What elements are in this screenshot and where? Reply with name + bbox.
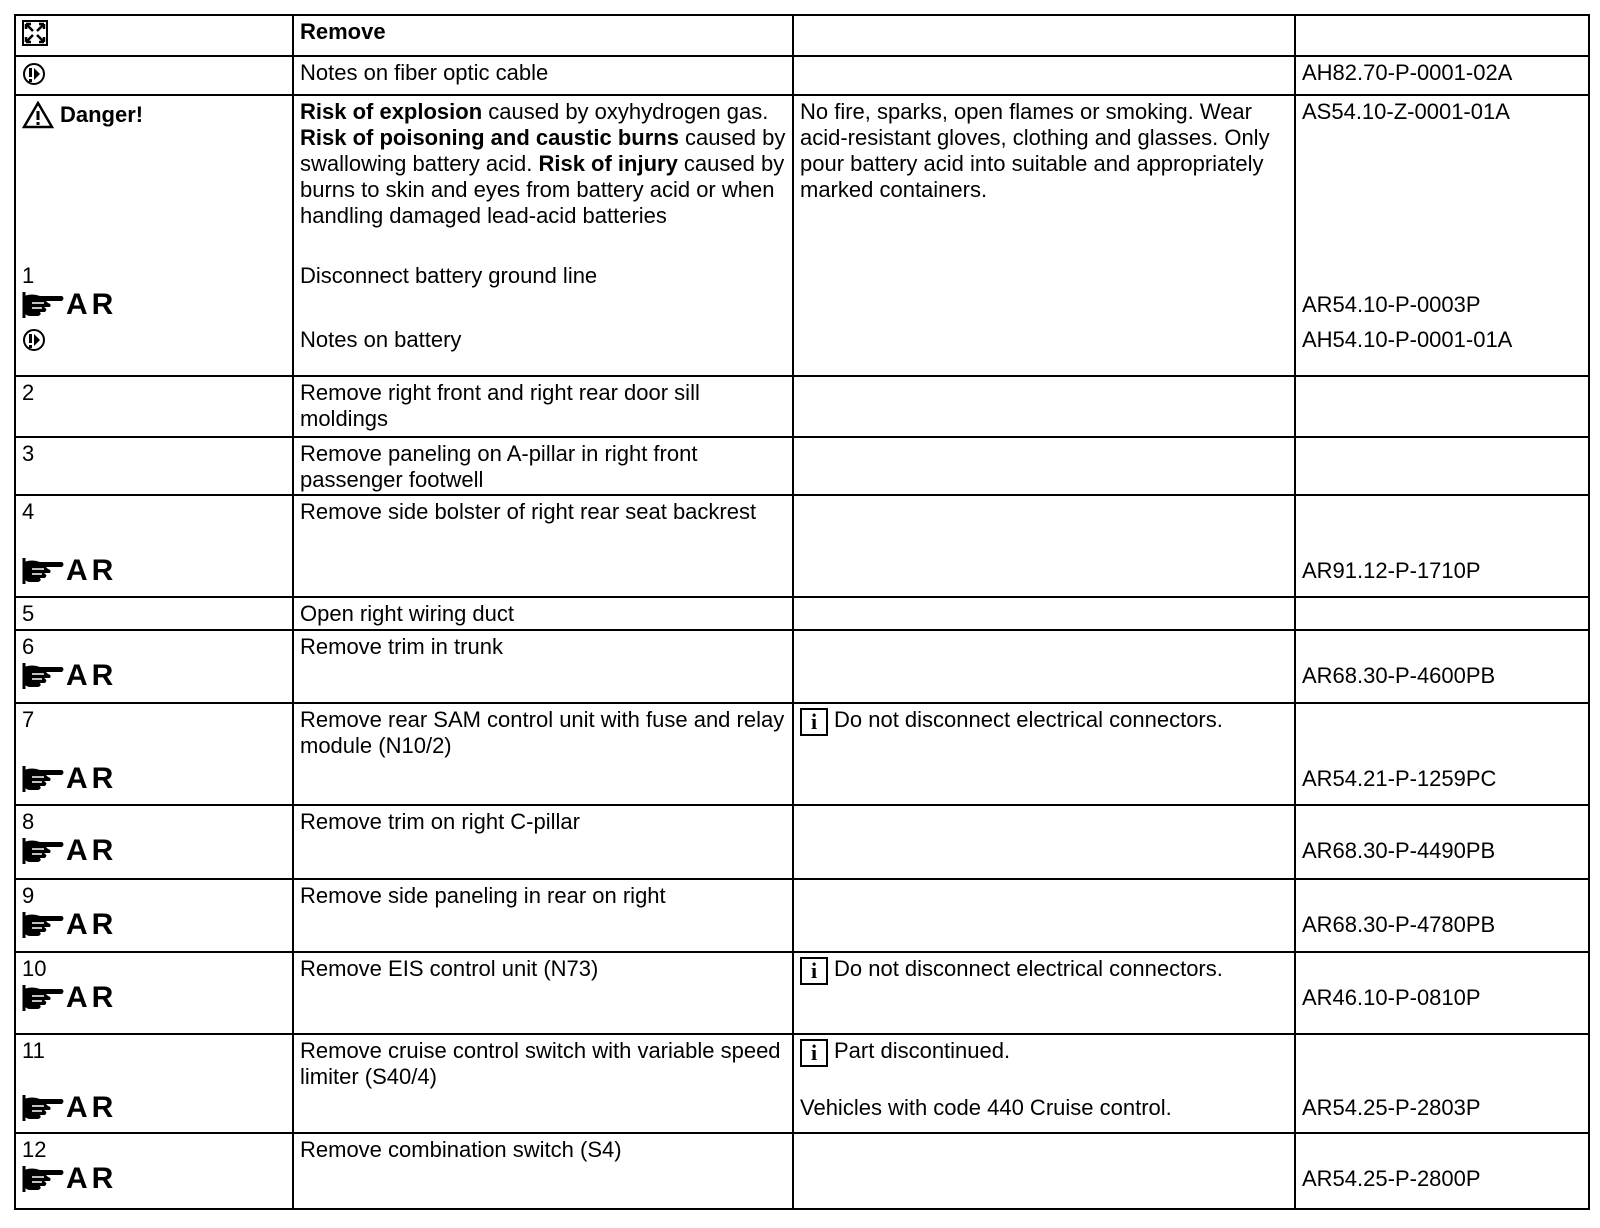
table-row [15,703,1589,805]
table-row [15,805,1589,878]
section-title: Remove [293,15,793,56]
table-row [15,879,1589,952]
step-text: Remove side bolster of right rear seat backrest [293,495,793,597]
danger-label: Danger! [60,101,144,127]
ar-link[interactable]: AR [22,289,286,321]
hand-pointer-icon [22,290,66,320]
table-row [15,630,1589,703]
step-ref[interactable]: AR54.25-P-2803P [1302,1094,1481,1120]
table-row-header [15,15,1589,56]
procedure-table [14,14,1590,1210]
ar-link[interactable]: AR [22,909,286,941]
step-text: Remove cruise control switch with variable speed limiter (S40/4) [293,1034,793,1134]
danger-text: Risk of explosion caused by oxyhydrogen gas. Risk of poisoning and caustic burns caused by swallowing battery acid. Risk of injury caused by burns to skin and eyes from battery acid or when handling damaged lead-acid batteries [300,98,786,228]
step-number: 4 [22,499,35,525]
step-number: 12 [22,1137,47,1163]
hand-pointer-icon [22,1164,66,1194]
step-ref[interactable]: AR54.21-P-1259PC [1302,766,1497,792]
step-number: 1 [22,262,35,288]
step-ref[interactable]: AR68.30-P-4490PB [1302,838,1496,864]
note-fiber-text: Notes on fiber optic cable [293,56,793,95]
step-note: Do not disconnect electrical connectors. [834,955,1223,981]
hand-pointer-icon [22,661,66,691]
hand-pointer-icon [22,764,66,794]
table-row [15,56,1589,95]
table-row [15,495,1589,597]
table-row [15,437,1589,495]
step-number: 2 [15,376,293,437]
step-text: Remove rear SAM control unit with fuse and relay module (N10/2) [293,703,793,805]
warning-triangle-icon [22,101,54,129]
step-ref[interactable]: AR68.30-P-4600PB [1302,662,1496,688]
hand-pointer-icon [22,836,66,866]
step-number: 9 [22,882,35,908]
step-note: Part discontinued. [834,1037,1011,1063]
step-text: Remove paneling on A-pillar in right front passenger footwell [293,437,793,495]
ar-link[interactable]: AR [22,1092,286,1124]
step-text: Disconnect battery ground line [300,262,598,288]
step-number: 3 [15,437,293,495]
ar-link[interactable]: AR [22,763,286,795]
ar-link[interactable]: AR [22,555,286,587]
step-number: 10 [22,955,47,981]
note-fiber-ref[interactable]: AH82.70-P-0001-02A [1295,56,1589,95]
note-battery-ref[interactable]: AH54.10-P-0001-01A [1302,326,1513,352]
step-text: Remove combination switch (S4) [293,1133,793,1209]
step-text: Remove right front and right rear door sill moldings [293,376,793,437]
step-ref[interactable]: AR46.10-P-0810P [1302,984,1481,1010]
step-number: 8 [22,809,35,835]
hand-pointer-icon [22,910,66,940]
hand-pointer-icon [22,1093,66,1123]
ar-link[interactable]: AR [22,835,286,867]
table-row [15,1034,1589,1134]
step-text: Remove trim in trunk [293,630,793,703]
table-row [15,597,1589,630]
step-number: 6 [22,633,35,659]
info-icon: i [800,708,828,736]
step-ref[interactable]: AR91.12-P-1710P [1302,558,1481,584]
step-number: 7 [22,707,35,733]
step-text: Open right wiring duct [293,597,793,630]
info-icon: i [800,1039,828,1067]
step-note: Do not disconnect electrical connectors. [834,707,1223,733]
table-row [15,952,1589,1034]
step-text: Remove trim on right C-pillar [293,805,793,878]
ar-link[interactable]: AR [22,982,286,1014]
info-icon: i [800,957,828,985]
table-row [15,1133,1589,1209]
step-text: Remove EIS control unit (N73) [293,952,793,1034]
step-note-2: Vehicles with code 440 Cruise control. [800,1094,1172,1120]
table-row-danger [15,95,1589,376]
expand-icon[interactable] [22,20,48,46]
hand-pointer-icon [22,983,66,1013]
table-row [15,376,1589,437]
expand-cell [15,15,293,56]
hand-pointer-icon [22,556,66,586]
note-icon[interactable] [22,328,46,352]
ar-link[interactable]: AR [22,660,286,692]
step-ref[interactable]: AR68.30-P-4780PB [1302,911,1496,937]
danger-ref[interactable]: AS54.10-Z-0001-01A [1302,98,1510,124]
step-text: Remove side paneling in rear on right [293,879,793,952]
danger-measures: No fire, sparks, open flames or smoking. Wear acid-resistant gloves, clothing and glasses. Only pour battery acid into suitable and appropriately marked containers. [793,95,1295,376]
step-number: 5 [15,597,293,630]
step-number: 11 [22,1037,45,1063]
note-icon[interactable] [22,62,46,86]
ar-link[interactable]: AR [22,1163,286,1195]
step-ref[interactable]: AR54.10-P-0003P [1302,291,1481,317]
note-battery-text: Notes on battery [300,326,462,352]
step-ref[interactable]: AR54.25-P-2800P [1302,1166,1481,1192]
